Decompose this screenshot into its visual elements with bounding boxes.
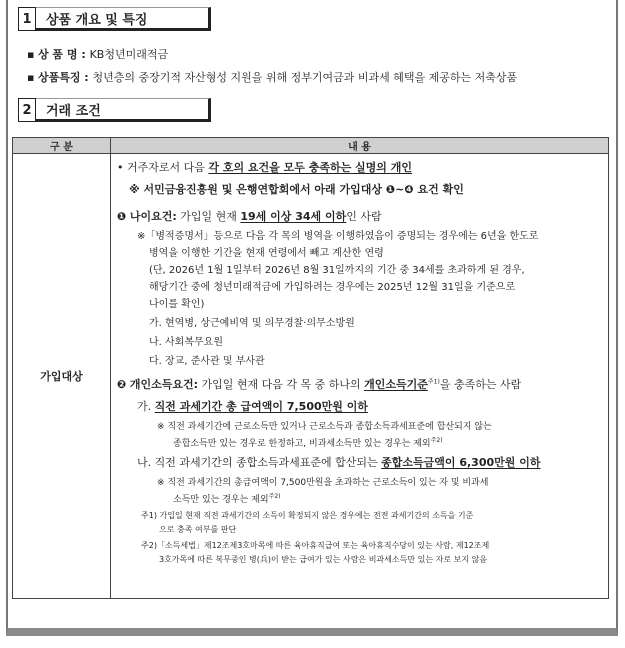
income-option-a: 가. 직전 과세기간 총 급여액이 7,500만원 이하	[137, 400, 368, 413]
military-item: 다. 장교, 준사관 및 부사관	[149, 356, 265, 367]
section-title: 상품 개요 및 특징	[36, 7, 211, 31]
income-b-note-line: 소득만 있는 경우는 제외$^{주2)}$	[173, 493, 281, 505]
column-header-category: 구 분	[13, 138, 111, 154]
section-number: 1	[18, 7, 36, 31]
section-number: 2	[18, 98, 36, 122]
footnote-2-line: 주2)「소득세법」제12조제3호마목에 따른 육아휴직급여 또는 육아휴직수당이 있는 사람, 제12조제	[141, 541, 490, 550]
overview-product-feature: ▪ 상품특징 : 청년층의 중장기적 자산형성 지원을 위해 정부기여금과 비과세 혜택을 제공하는 저축상품	[27, 71, 518, 84]
table-header-row	[13, 138, 609, 154]
section-title: 거래 조건	[36, 98, 211, 122]
row-label-eligibility: 가입대상	[13, 154, 111, 599]
footnote-1-line: 으로 충족 여부를 판단	[159, 525, 237, 534]
footnote-1-line: 주1) 가입일 현재 직전 과세기간의 소득이 확정되지 않은 경우에는 전전 과세기간의 소득을 기준	[141, 511, 474, 520]
column-header-content: 내 용	[111, 138, 609, 154]
section-2-header	[18, 98, 211, 122]
notice-line: ※ 서민금융진흥원 및 은행연합회에서 아래 가입대상 ❶~❹ 요건 확인	[129, 183, 464, 196]
section-1-header	[18, 7, 211, 31]
military-item: 나. 사회복무요원	[149, 337, 223, 348]
income-b-note-line: ※ 직전 과세기간의 총급여액이 7,500만원을 초과하는 근로소득이 있는 자 및 비과세	[157, 478, 489, 488]
income-requirement: ❷ 개인소득요건: 가입일 현재 다음 각 목 중 하나의 개인소득기준$^{주1)}$을 충족하는 사람	[117, 378, 522, 391]
footnote-2-line: 3호가목에 따른 복무중인 병(兵)이 받는 급여가 있는 사람은 비과세소득만 있는 자로 보지 않음	[159, 555, 488, 564]
conditions-table	[12, 137, 609, 599]
age-note-line: 나이를 확인)	[149, 299, 205, 310]
age-note-line: 병역을 이행한 기간을 현재 연령에서 빼고 계산한 연령	[149, 248, 384, 259]
table-row	[13, 154, 609, 599]
income-option-b: 나. 직전 과세기간의 종합소득과세표준에 합산되는 종합소득금액이 6,300만원 이하	[137, 456, 541, 469]
age-note-line: 해당기간 중에 청년미래적금에 가입하려는 경우에는 2025년 12월 31일을 기준으로	[149, 282, 516, 293]
military-item: 가. 현역병, 상근예비역 및 의무경찰·의무소방원	[149, 318, 355, 329]
income-a-note-line: 종합소득만 있는 경우로 한정하고, 비과세소득만 있는 경우는 제외$^{주2)}$	[173, 437, 443, 449]
intro-line: • 거주자로서 다음 각 호의 요건을 모두 충족하는 실명의 개인	[117, 161, 412, 174]
age-note-line: (단, 2026년 1월 1일부터 2026년 8월 31일까지의 기간 중 34세를 초과하게 된 경우,	[149, 265, 525, 276]
age-requirement: ❶ 나이요건: 가입일 현재 19세 이상 34세 이하인 사람	[117, 210, 382, 223]
eligibility-content	[111, 154, 609, 599]
age-note-line: ※「병적증명서」등으로 다음 각 목의 병역을 이행하였음이 증명되는 경우에는 6년을 한도로	[137, 231, 539, 242]
income-a-note-line: ※ 직전 과세기간에 근로소득만 있거나 근로소득과 종합소득과세표준에 합산되지 않는	[157, 422, 492, 432]
overview-product-name: ▪ 상 품 명 : KB청년미래적금	[27, 48, 169, 61]
